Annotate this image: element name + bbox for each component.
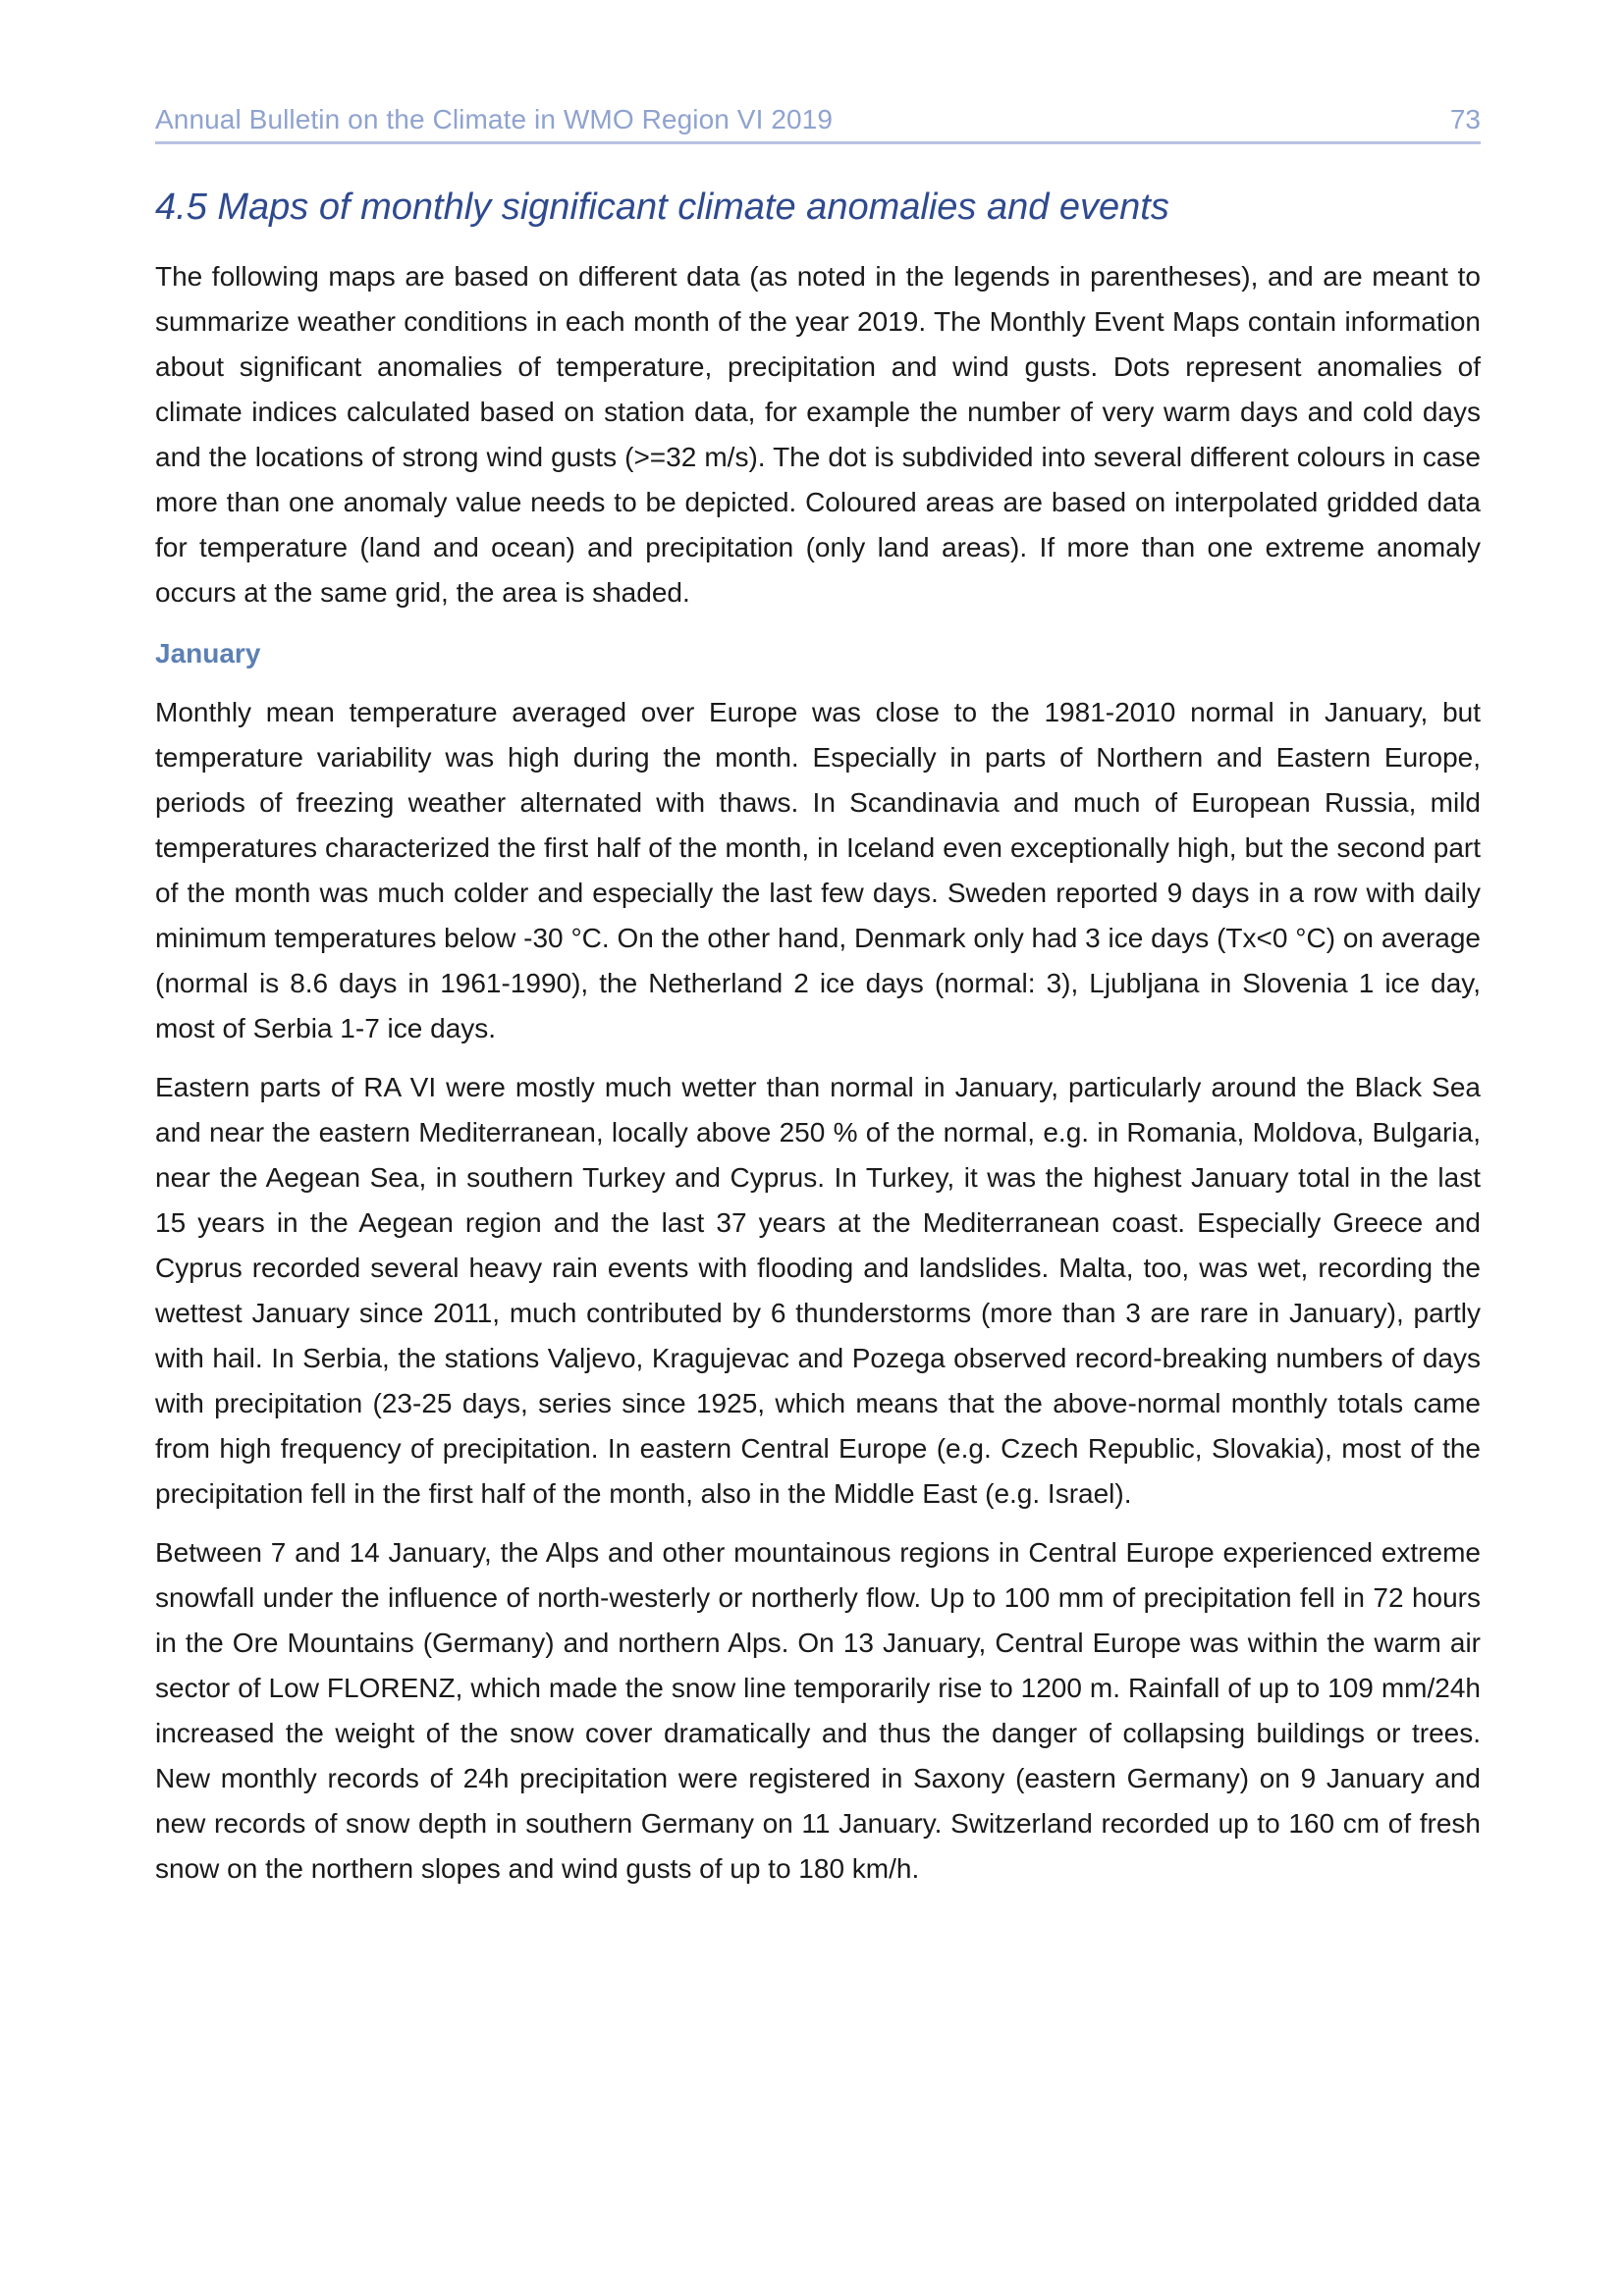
january-paragraph: Eastern parts of RA VI were mostly much wetter than normal in January, particularly around the Black Sea and near the eastern Mediterranean, locally above 250 % of the normal, e.g. in Romania, Moldova, Bulgaria, near the Aegean Sea, in southern Turkey and Cyprus. In Turkey, it was the highest January total in the last 15 years in the Aegean region and the last 37 years at the Mediterranean coast. Especially Greece and Cyprus recorded several heavy rain events with flooding and landslides. Malta, too, was wet, recording the wettest January since 2011, much contributed by 6 thunderstorms (more than 3 are rare in January), partly with hail. In Serbia, the stations Valjevo, Kragujevac and Pozega observed record-breaking numbers of days with precipitation (23-25 days, series since 1925, which means that the above-normal monthly totals came from high frequency of precipitation. In eastern Central Europe (e.g. Czech Republic, Slovakia), most of the precipitation fell in the first half of the month, also in the Middle East (e.g. Israel). [155,1071,1481,1509]
january-paragraph: Monthly mean temperature averaged over Europe was close to the 1981-2010 normal in January, but temperature variability was high during the month. Especially in parts of Northern and Eastern Europe, periods of freezing weather alternated with thaws. In Scandinavia and much of European Russia, mild temperatures characterized the first half of the month, in Iceland even exceptionally high, but the second part of the month was much colder and especially the last few days. Sweden reported 9 days in a row with daily minimum temperatures below -30 °C. On the other hand, Denmark only had 3 ice days (Tx<0 °C) on average (normal is 8.6 days in 1961-1990), the Netherland 2 ice days (normal: 3), Ljubljana in Slovenia 1 ice day, most of Serbia 1-7 ice days. [155,696,1481,1043]
page-number: 73 [1449,104,1481,134]
month-heading-january: January [155,637,261,668]
document-page [155,94,1481,1892]
running-header [155,94,1481,144]
intro-paragraph: The following maps are based on different data (as noted in the legends in parentheses), and are meant to summarize weather conditions in each month of the year 2019. The Monthly Event Maps contain information about significant anomalies of temperature, precipitation and wind gusts. Dots represent anomalies of climate indices calculated based on station data, for example the number of very warm days and cold days and the locations of strong wind gusts (>=32 m/s). The dot is subdivided into several different colours in case more than one anomaly value needs to be depicted. Coloured areas are based on interpolated gridded data for temperature (land and ocean) and precipitation (only land areas). If more than one extreme anomaly occurs at the same grid, the area is shaded. [155,260,1481,608]
january-paragraph: Between 7 and 14 January, the Alps and other mountainous regions in Central Europe experienced extreme snowfall under the influence of north-westerly or northerly flow. Up to 100 mm of precipitation fell in 72 hours in the Ore Mountains (Germany) and northern Alps. On 13 January, Central Europe was within the warm air sector of Low FLORENZ, which made the snow line temporarily rise to 1200 m. Rainfall of up to 109 mm/24h increased the weight of the snow cover dramatically and thus the danger of collapsing buildings or trees. New monthly records of 24h precipitation were registered in Saxony (eastern Germany) on 9 January and new records of snow depth in southern Germany on 11 January. Switzerland recorded up to 160 cm of fresh snow on the northern slopes and wind gusts of up to 180 km/h. [155,1536,1481,1884]
bulletin-title: Annual Bulletin on the Climate in WMO Region VI 2019 [155,104,834,134]
section-heading: 4.5 Maps of monthly significant climate anomalies and events [155,187,1169,228]
